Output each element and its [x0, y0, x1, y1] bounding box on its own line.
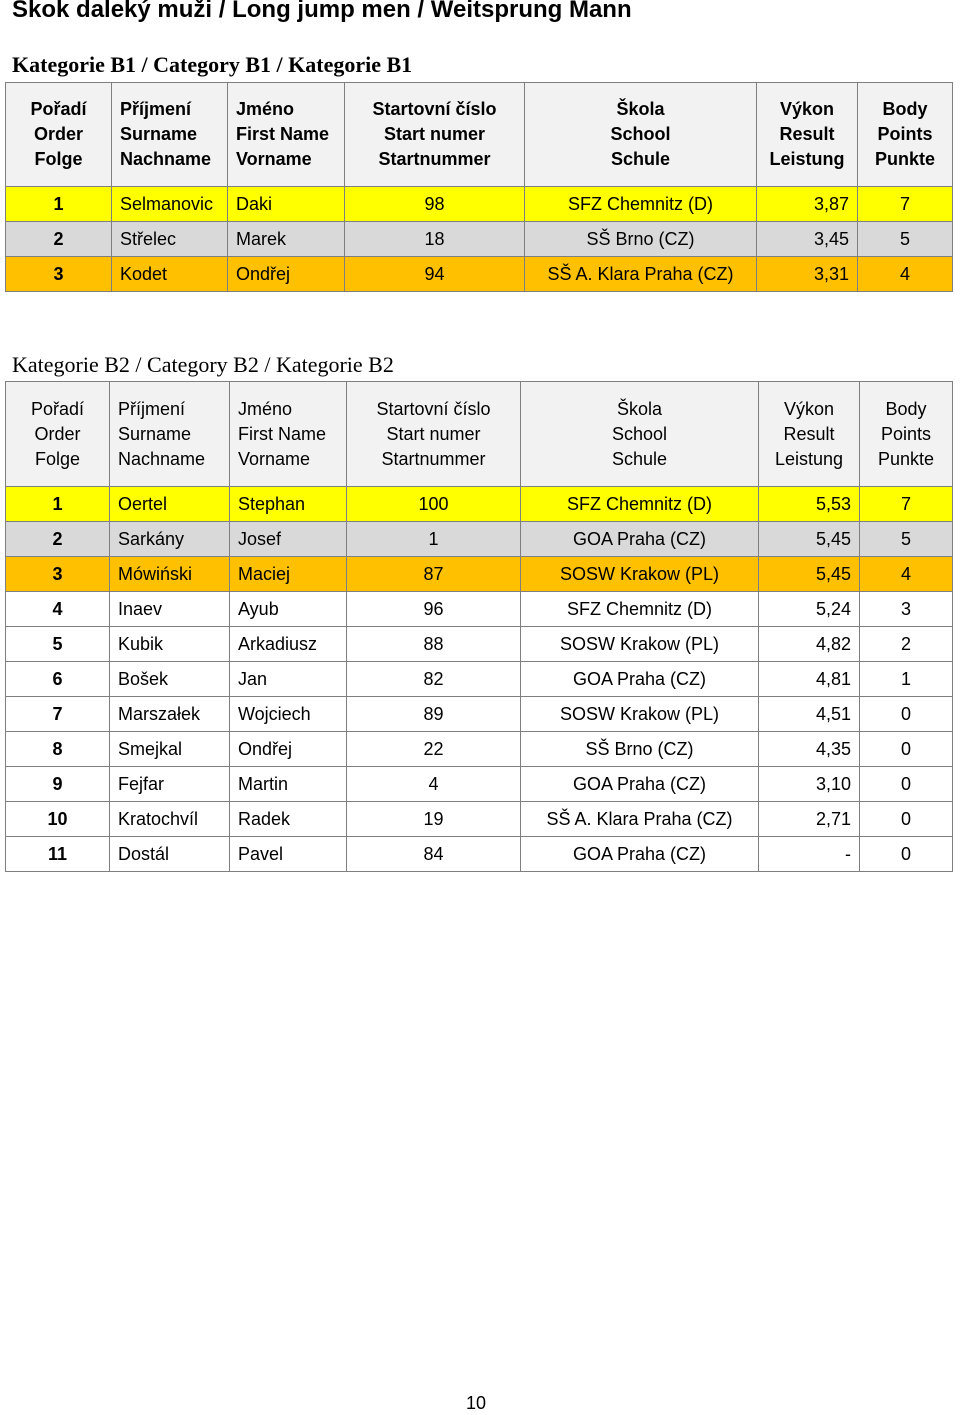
- cell-first-name: Martin: [230, 767, 347, 802]
- cell-points: 0: [860, 767, 953, 802]
- cell-surname: Střelec: [112, 222, 228, 257]
- cell-result: 5,53: [759, 487, 860, 522]
- cell-school: SOSW Krakow (PL): [521, 627, 759, 662]
- cell-result: 4,35: [759, 732, 860, 767]
- header-first-name: Jméno First Name Vorname: [230, 382, 347, 487]
- cell-surname: Inaev: [110, 592, 230, 627]
- header-points: Body Points Punkte: [860, 382, 953, 487]
- cell-points: 4: [858, 257, 953, 292]
- cell-points: 5: [860, 522, 953, 557]
- cell-first-name: Ondřej: [228, 257, 345, 292]
- cell-start-number: 96: [347, 592, 521, 627]
- results-table-b1: [5, 82, 953, 292]
- cell-surname: Kratochvíl: [110, 802, 230, 837]
- header-surname: Příjmení Surname Nachname: [110, 382, 230, 487]
- cell-surname: Mówiński: [110, 557, 230, 592]
- cell-first-name: Daki: [228, 187, 345, 222]
- cell-order: 4: [6, 592, 110, 627]
- cell-order: 7: [6, 697, 110, 732]
- cell-school: SŠ Brno (CZ): [521, 732, 759, 767]
- cell-order: 2: [6, 222, 112, 257]
- header-result: Výkon Result Leistung: [759, 382, 860, 487]
- cell-school: SFZ Chemnitz (D): [525, 187, 757, 222]
- cell-surname: Kubik: [110, 627, 230, 662]
- cell-surname: Fejfar: [110, 767, 230, 802]
- header-start-number: Startovní číslo Start numer Startnummer: [347, 382, 521, 487]
- header-order: Pořadí Order Folge: [6, 382, 110, 487]
- cell-order: 11: [6, 837, 110, 872]
- cell-order: 5: [6, 627, 110, 662]
- cell-result: 3,10: [759, 767, 860, 802]
- cell-points: 7: [860, 487, 953, 522]
- cell-result: 5,45: [759, 557, 860, 592]
- cell-start-number: 19: [347, 802, 521, 837]
- cell-result: 4,82: [759, 627, 860, 662]
- cell-points: 3: [860, 592, 953, 627]
- cell-first-name: Stephan: [230, 487, 347, 522]
- cell-order: 1: [6, 187, 112, 222]
- table-header-row: [6, 83, 953, 187]
- table-row: [6, 697, 953, 732]
- cell-order: 2: [6, 522, 110, 557]
- cell-result: 5,45: [759, 522, 860, 557]
- header-school: Škola School Schule: [521, 382, 759, 487]
- cell-points: 7: [858, 187, 953, 222]
- table-row: [6, 522, 953, 557]
- page-number: 10: [465, 1393, 487, 1413]
- cell-surname: Selmanovic: [112, 187, 228, 222]
- cell-result: 5,24: [759, 592, 860, 627]
- cell-surname: Sarkány: [110, 522, 230, 557]
- cell-first-name: Arkadiusz: [230, 627, 347, 662]
- table-row: [6, 487, 953, 522]
- cell-first-name: Radek: [230, 802, 347, 837]
- cell-start-number: 87: [347, 557, 521, 592]
- header-order: Pořadí Order Folge: [6, 83, 112, 187]
- results-table-b2: [5, 381, 953, 872]
- cell-surname: Kodet: [112, 257, 228, 292]
- cell-surname: Bošek: [110, 662, 230, 697]
- cell-points: 0: [860, 732, 953, 767]
- cell-start-number: 89: [347, 697, 521, 732]
- cell-start-number: 1: [347, 522, 521, 557]
- cell-result: 3,87: [757, 187, 858, 222]
- category-b1-heading: Kategorie B1 / Category B1 / Kategorie B1: [12, 52, 413, 77]
- cell-school: SOSW Krakow (PL): [521, 697, 759, 732]
- cell-start-number: 88: [347, 627, 521, 662]
- cell-surname: Smejkal: [110, 732, 230, 767]
- cell-start-number: 18: [345, 222, 525, 257]
- header-points: Body Points Punkte: [858, 83, 953, 187]
- cell-first-name: Wojciech: [230, 697, 347, 732]
- table-row: [6, 222, 953, 257]
- cell-first-name: Maciej: [230, 557, 347, 592]
- cell-first-name: Marek: [228, 222, 345, 257]
- cell-points: 0: [860, 697, 953, 732]
- cell-school: SFZ Chemnitz (D): [521, 592, 759, 627]
- cell-order: 3: [6, 257, 112, 292]
- page-title: Skok daleký muži / Long jump men / Weitsprung Mann: [12, 0, 632, 23]
- header-start-number: Startovní číslo Start numer Startnummer: [345, 83, 525, 187]
- cell-school: SŠ Brno (CZ): [525, 222, 757, 257]
- cell-school: GOA Praha (CZ): [521, 767, 759, 802]
- cell-result: 4,51: [759, 697, 860, 732]
- cell-start-number: 84: [347, 837, 521, 872]
- cell-order: 1: [6, 487, 110, 522]
- cell-school: SOSW Krakow (PL): [521, 557, 759, 592]
- cell-points: 0: [860, 837, 953, 872]
- cell-start-number: 82: [347, 662, 521, 697]
- cell-points: 4: [860, 557, 953, 592]
- cell-result: -: [759, 837, 860, 872]
- cell-school: SŠ A. Klara Praha (CZ): [521, 802, 759, 837]
- cell-first-name: Jan: [230, 662, 347, 697]
- cell-surname: Dostál: [110, 837, 230, 872]
- table-row: [6, 802, 953, 837]
- table-header-row: [6, 382, 953, 487]
- cell-start-number: 94: [345, 257, 525, 292]
- cell-school: GOA Praha (CZ): [521, 662, 759, 697]
- cell-school: GOA Praha (CZ): [521, 522, 759, 557]
- table-row: [6, 767, 953, 802]
- table-row: [6, 592, 953, 627]
- table-row: [6, 627, 953, 662]
- cell-start-number: 98: [345, 187, 525, 222]
- header-result: Výkon Result Leistung: [757, 83, 858, 187]
- cell-order: 9: [6, 767, 110, 802]
- header-school: Škola School Schule: [525, 83, 757, 187]
- cell-school: SŠ A. Klara Praha (CZ): [525, 257, 757, 292]
- table-row: [6, 557, 953, 592]
- cell-surname: Oertel: [110, 487, 230, 522]
- cell-start-number: 100: [347, 487, 521, 522]
- cell-order: 10: [6, 802, 110, 837]
- cell-school: GOA Praha (CZ): [521, 837, 759, 872]
- cell-points: 0: [860, 802, 953, 837]
- cell-first-name: Ondřej: [230, 732, 347, 767]
- table-row: [6, 732, 953, 767]
- header-first-name: Jméno First Name Vorname: [228, 83, 345, 187]
- cell-start-number: 22: [347, 732, 521, 767]
- cell-result: 3,45: [757, 222, 858, 257]
- cell-points: 1: [860, 662, 953, 697]
- category-b2-heading: Kategorie B2 / Category B2 / Kategorie B2: [12, 352, 394, 377]
- cell-first-name: Josef: [230, 522, 347, 557]
- cell-first-name: Pavel: [230, 837, 347, 872]
- cell-order: 6: [6, 662, 110, 697]
- cell-points: 5: [858, 222, 953, 257]
- header-surname: Příjmení Surname Nachname: [112, 83, 228, 187]
- table-row: [6, 187, 953, 222]
- cell-start-number: 4: [347, 767, 521, 802]
- cell-result: 2,71: [759, 802, 860, 837]
- cell-order: 8: [6, 732, 110, 767]
- cell-surname: Marszałek: [110, 697, 230, 732]
- table-row: [6, 662, 953, 697]
- cell-order: 3: [6, 557, 110, 592]
- cell-points: 2: [860, 627, 953, 662]
- table-row: [6, 257, 953, 292]
- table-row: [6, 837, 953, 872]
- cell-result: 4,81: [759, 662, 860, 697]
- cell-first-name: Ayub: [230, 592, 347, 627]
- cell-result: 3,31: [757, 257, 858, 292]
- cell-school: SFZ Chemnitz (D): [521, 487, 759, 522]
